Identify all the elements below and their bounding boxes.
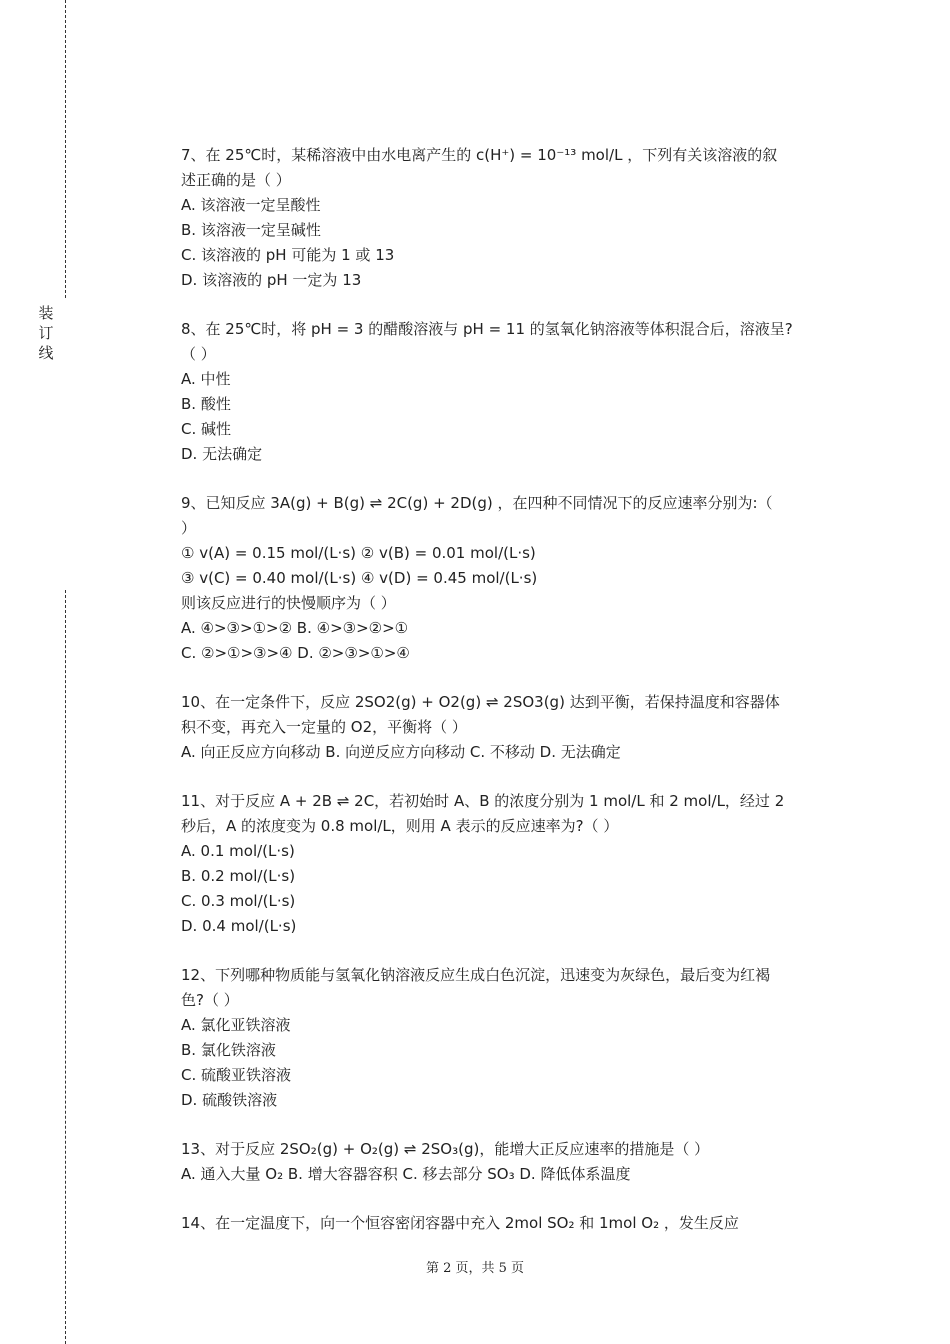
option: D. 无法确定 bbox=[181, 445, 263, 463]
option: C. 硫酸亚铁溶液 bbox=[181, 1066, 292, 1084]
question-7 bbox=[181, 143, 851, 293]
option: A. 该溶液一定呈酸性 bbox=[181, 196, 321, 214]
question-text: 9、已知反应 3A(g) + B(g) ⇌ 2C(g) + 2D(g) ，在四种不同情况下的反应速率分别为:（ bbox=[181, 494, 773, 512]
question-text: 7、在 25℃时，某稀溶液中由水电离产生的 c(H⁺) = 10⁻¹³ mol/L ，下列有关该溶液的叙 bbox=[181, 146, 778, 164]
option: B. 酸性 bbox=[181, 395, 231, 413]
option: D. 0.4 mol/(L·s) bbox=[181, 917, 297, 935]
question-text: 14、在一定温度下，向一个恒容密闭容器中充入 2mol SO₂ 和 1mol O₂ ，发生反应 bbox=[181, 1214, 739, 1232]
question-text: 11、对于反应 A + 2B ⇌ 2C，若初始时 A、B 的浓度分别为 1 mol/L 和 2 mol/L，经过 2 bbox=[181, 792, 785, 810]
option: A. 通入大量 O₂ B. 增大容器容积 C. 移去部分 SO₃ D. 降低体系温度 bbox=[181, 1165, 631, 1183]
binding-char: 装 bbox=[38, 304, 54, 322]
question-text: 13、对于反应 2SO₂(g) + O₂(g) ⇌ 2SO₃(g)，能增大正反应速率的措施是（ ） bbox=[181, 1140, 710, 1158]
option: C. 0.3 mol/(L·s) bbox=[181, 892, 296, 910]
question-list bbox=[181, 143, 851, 1260]
question-text: 则该反应进行的快慢顺序为（ ） bbox=[181, 594, 396, 612]
option: A. 氯化亚铁溶液 bbox=[181, 1016, 291, 1034]
question-12 bbox=[181, 963, 851, 1113]
binding-label bbox=[37, 303, 55, 363]
question-text: 秒后，A 的浓度变为 0.8 mol/L，则用 A 表示的反应速率为?（ ） bbox=[181, 817, 619, 835]
option: A. 0.1 mol/(L·s) bbox=[181, 842, 295, 860]
question-9 bbox=[181, 491, 851, 666]
option: C. ②>①>③>④ D. ②>③>①>④ bbox=[181, 644, 410, 662]
question-text: ） bbox=[181, 519, 197, 537]
binding-char: 订 bbox=[38, 324, 54, 342]
question-text: 12、下列哪种物质能与氢氧化钠溶液反应生成白色沉淀，迅速变为灰绿色，最后变为红褐 bbox=[181, 966, 771, 984]
question-text: （ ） bbox=[181, 345, 216, 363]
option: A. ④>③>①>② B. ④>③>②>① bbox=[181, 619, 409, 637]
question-11 bbox=[181, 789, 851, 939]
question-text: ③ v(C) = 0.40 mol/(L·s) ④ v(D) = 0.45 mol/(L·s) bbox=[181, 569, 538, 587]
question-text: 述正确的是（ ） bbox=[181, 171, 291, 189]
question-8 bbox=[181, 317, 851, 467]
binding-dashed-line-top bbox=[65, 0, 66, 298]
page-footer: 第 2 页，共 5 页 bbox=[425, 1261, 525, 1276]
option: C. 该溶液的 pH 可能为 1 或 13 bbox=[181, 246, 395, 264]
option: D. 该溶液的 pH 一定为 13 bbox=[181, 271, 362, 289]
option: C. 碱性 bbox=[181, 420, 232, 438]
option: B. 氯化铁溶液 bbox=[181, 1041, 276, 1059]
question-text: 色?（ ） bbox=[181, 991, 239, 1009]
question-text: 10、在一定条件下，反应 2SO2(g) + O2(g) ⇌ 2SO3(g) 达到平衡，若保持温度和容器体 bbox=[181, 693, 780, 711]
option: B. 该溶液一定呈碱性 bbox=[181, 221, 321, 239]
question-10 bbox=[181, 690, 851, 765]
question-text: 积不变，再充入一定量的 O2，平衡将（ ） bbox=[181, 718, 467, 736]
binding-char: 线 bbox=[38, 344, 54, 362]
question-text: ① v(A) = 0.15 mol/(L·s) ② v(B) = 0.01 mol/(L·s) bbox=[181, 544, 536, 562]
question-13 bbox=[181, 1137, 851, 1187]
question-text: 8、在 25℃时，将 pH = 3 的醋酸溶液与 pH = 11 的氢氧化钠溶液等体积混合后，溶液呈? bbox=[181, 320, 793, 338]
binding-dashed-line-bottom bbox=[65, 590, 66, 1344]
option: B. 0.2 mol/(L·s) bbox=[181, 867, 296, 885]
option: D. 硫酸铁溶液 bbox=[181, 1091, 278, 1109]
option: A. 中性 bbox=[181, 370, 231, 388]
question-14 bbox=[181, 1211, 851, 1236]
option: A. 向正反应方向移动 B. 向逆反应方向移动 C. 不移动 D. 无法确定 bbox=[181, 743, 621, 761]
